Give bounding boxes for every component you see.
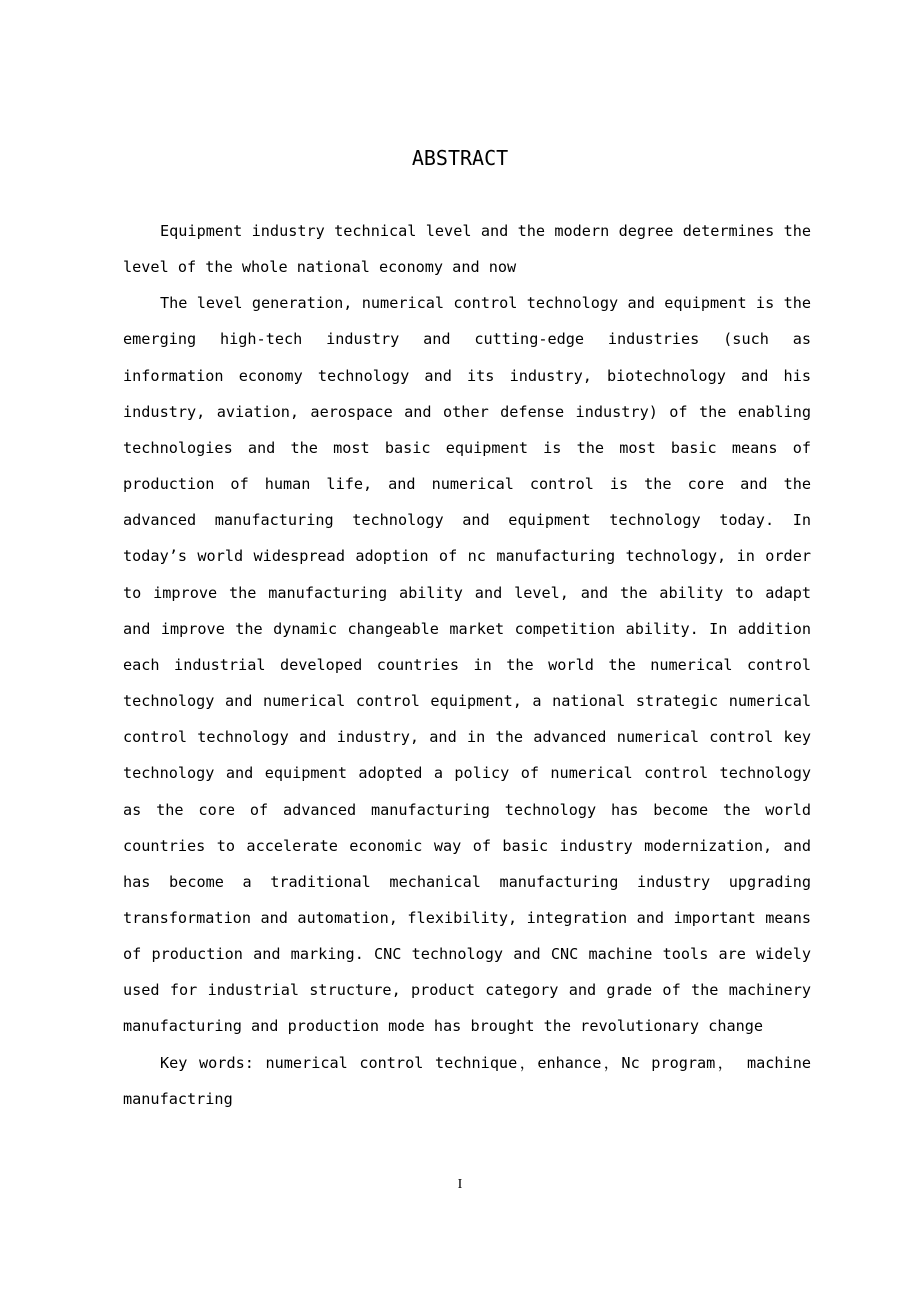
keywords-line: Key words: numerical control technique，enhance，Nc program， machine manufactring — [123, 1053, 811, 1108]
page-number: I — [457, 1177, 463, 1192]
abstract-body — [123, 213, 811, 1117]
abstract-paragraph-1: Equipment industry technical level and the modern degree determines the level of the whole national economy and now — [123, 222, 811, 277]
abstract-paragraph-2: The level generation, numerical control technology and equipment is the emerging high-tech industry and cutting-edge industries (such as information economy technology and its industry, biotechnology and his industry, aviation, aerospace and other defense industry) of the enabling technologies and the most basic equipment is the most basic means of production of human life, and numerical control is the core and the advanced manufacturing technology and equipment technology today. In today’s world widespread adoption of nc manufacturing technology, in order to improve the manufacturing ability and level, and the ability to adapt and improve the dynamic changeable market competition ability. In addition each industrial developed countries in the world the numerical control technology and numerical control equipment, a national strategic numerical control technology and industry, and in the advanced numerical control key technology and equipment adopted a policy of numerical control technology as the core of advanced manufacturing technology has become the world countries to accelerate economic way of basic industry modernization, and has become a traditional mechanical manufacturing industry upgrading transformation and automation, flexibility, integration and important means of production and marking. CNC technology and CNC machine tools are widely used for industrial structure, product category and grade of the machinery manufacturing and production mode has brought the revolutionary change — [123, 294, 811, 1036]
abstract-title: ABSTRACT — [411, 146, 509, 170]
